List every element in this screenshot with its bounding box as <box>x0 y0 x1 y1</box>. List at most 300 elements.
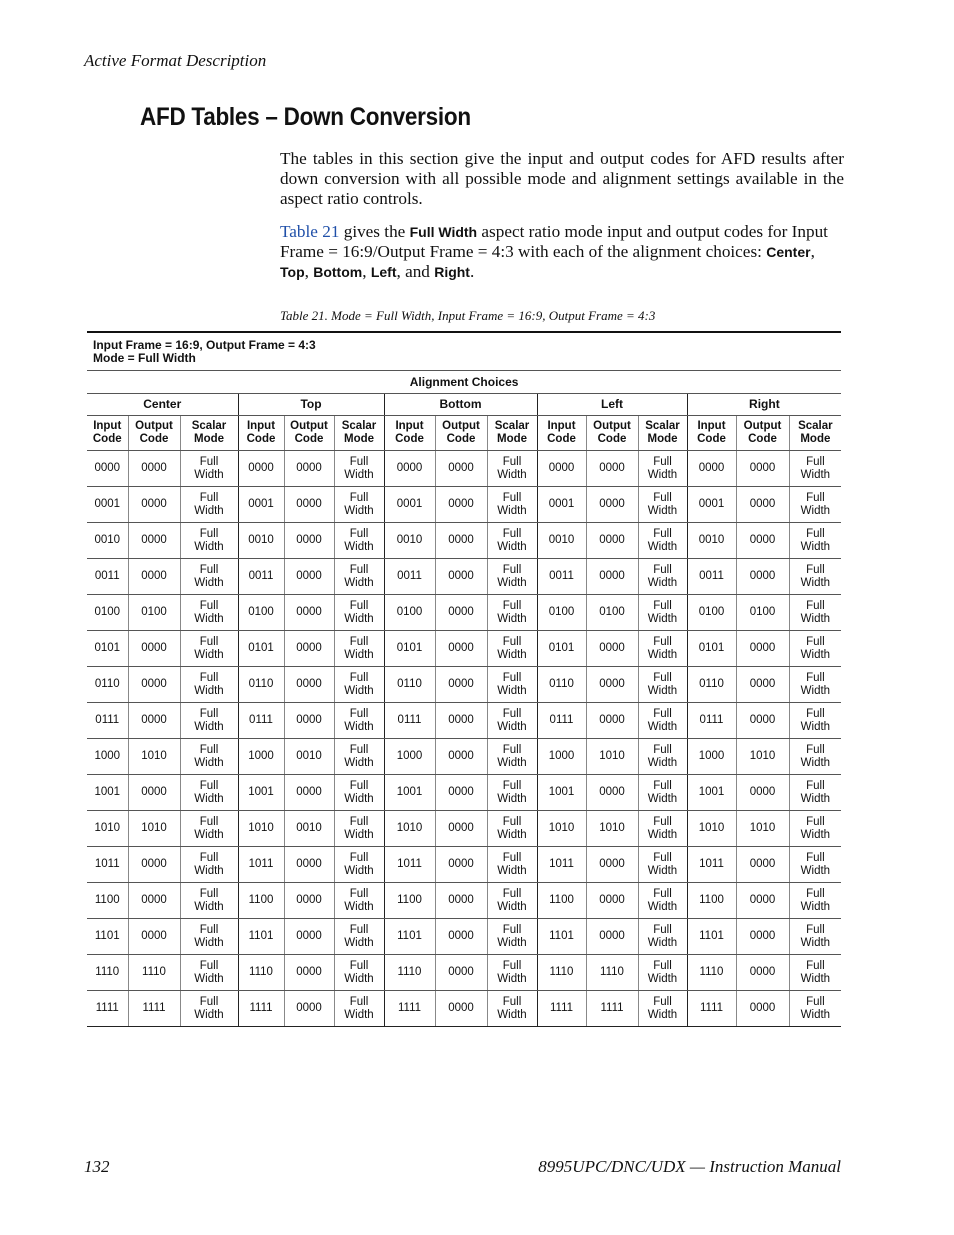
scalar-mode-cell <box>789 487 841 523</box>
input-code-cell: 0000 <box>238 451 284 487</box>
scalar-mode-cell <box>487 703 537 739</box>
scalar-mode-line: Width <box>344 972 374 985</box>
table-row <box>87 703 841 739</box>
table-header-row <box>87 332 841 371</box>
output-code-cell: 0000 <box>128 847 180 883</box>
scalar-mode-line: Full <box>199 671 219 684</box>
output-code-cell: 0000 <box>284 883 334 919</box>
scalar-mode-line: Full <box>502 599 522 612</box>
intro-paragraph: The tables in this section give the input and output codes for AFD results after down conversion with all possible mode and alignment settings available in the aspect ratio controls. <box>280 149 844 208</box>
scalar-mode-line: Full <box>653 563 672 576</box>
scalar-mode-line: Width <box>497 936 527 949</box>
input-code-cell: 0010 <box>537 523 586 559</box>
output-code-cell: 1110 <box>586 955 638 991</box>
scalar-mode-cell <box>638 847 687 883</box>
scalar-mode-line: Full <box>806 707 825 720</box>
scalar-mode-line: Width <box>800 972 831 985</box>
output-code-cell: 0000 <box>284 595 334 631</box>
input-code-cell: 0101 <box>87 631 128 667</box>
afd-conversion-table <box>87 331 841 1027</box>
input-code-cell: 1111 <box>87 991 128 1027</box>
output-code-cell: 0000 <box>736 487 789 523</box>
alignment-keyword-left: Left <box>370 264 397 280</box>
output-code-cell: 1111 <box>586 991 638 1027</box>
input-code-cell: 1101 <box>87 919 128 955</box>
scalar-mode-cell <box>487 667 537 703</box>
output-code-header <box>736 416 789 451</box>
scalar-mode-line: Width <box>344 792 374 805</box>
input-code-cell: 1110 <box>537 955 586 991</box>
header-label-line: Output <box>290 420 328 432</box>
scalar-mode-header <box>789 416 841 451</box>
scalar-mode-line: Full <box>653 743 672 756</box>
input-code-cell: 1001 <box>687 775 736 811</box>
input-code-cell: 0010 <box>384 523 435 559</box>
output-code-cell: 0000 <box>284 631 334 667</box>
input-code-cell: 1001 <box>537 775 586 811</box>
header-label-line: Mode <box>496 433 528 445</box>
alignment-group-left: Left <box>537 394 687 416</box>
input-code-cell: 1011 <box>238 847 284 883</box>
input-code-cell: 0010 <box>238 523 284 559</box>
section-title: AFD Tables – Down Conversion <box>140 103 471 131</box>
scalar-mode-line: Full <box>199 491 219 504</box>
header-label-line: Input <box>395 420 424 432</box>
scalar-mode-line: Full <box>349 743 369 756</box>
scalar-mode-line: Width <box>647 936 678 949</box>
output-code-cell: 0010 <box>284 739 334 775</box>
scalar-mode-line: Width <box>194 684 224 697</box>
scalar-mode-line: Full <box>502 887 522 900</box>
output-code-cell: 0000 <box>435 811 487 847</box>
scalar-mode-line: Width <box>497 756 527 769</box>
input-code-cell: 0110 <box>238 667 284 703</box>
para-text: . <box>469 262 475 281</box>
scalar-mode-line: Full <box>502 563 522 576</box>
output-code-cell: 0000 <box>284 955 334 991</box>
output-code-cell: 0000 <box>736 559 789 595</box>
output-code-cell: 0000 <box>736 775 789 811</box>
scalar-mode-cell <box>789 883 841 919</box>
scalar-mode-line: Full <box>806 563 825 576</box>
scalar-mode-line: Full <box>806 455 825 468</box>
output-code-cell: 0000 <box>128 919 180 955</box>
input-code-cell: 0101 <box>687 631 736 667</box>
header-label-line: Output <box>593 420 631 432</box>
scalar-mode-line: Width <box>344 684 374 697</box>
scalar-mode-line: Full <box>349 527 369 540</box>
scalar-mode-line: Full <box>349 887 369 900</box>
scalar-mode-line: Width <box>497 792 527 805</box>
table-row <box>87 523 841 559</box>
input-code-cell: 1111 <box>687 991 736 1027</box>
input-code-cell: 0111 <box>238 703 284 739</box>
scalar-mode-line: Width <box>647 648 678 661</box>
scalar-mode-cell <box>180 883 238 919</box>
scalar-mode-line: Width <box>344 900 374 913</box>
scalar-mode-cell <box>334 847 384 883</box>
scalar-mode-cell <box>638 559 687 595</box>
scalar-mode-line: Width <box>647 504 678 517</box>
scalar-mode-line: Full <box>806 635 825 648</box>
scalar-mode-cell <box>789 523 841 559</box>
scalar-mode-cell <box>487 739 537 775</box>
output-code-cell: 0000 <box>128 775 180 811</box>
input-code-cell: 1100 <box>384 883 435 919</box>
scalar-mode-line: Full <box>653 527 672 540</box>
scalar-mode-line: Full <box>653 959 672 972</box>
input-code-cell: 1000 <box>687 739 736 775</box>
output-code-cell: 0000 <box>736 919 789 955</box>
scalar-mode-line: Full <box>199 707 219 720</box>
scalar-mode-line: Width <box>647 864 678 877</box>
scalar-mode-cell <box>180 775 238 811</box>
para-text: gives the <box>339 222 410 241</box>
scalar-mode-cell <box>180 487 238 523</box>
input-code-cell: 1000 <box>87 739 128 775</box>
output-code-cell: 0000 <box>284 559 334 595</box>
input-code-cell: 0001 <box>87 487 128 523</box>
scalar-mode-header <box>638 416 687 451</box>
output-code-cell: 0000 <box>128 559 180 595</box>
input-code-cell: 0111 <box>87 703 128 739</box>
scalar-mode-line: Full <box>199 455 219 468</box>
output-code-cell: 0000 <box>736 991 789 1027</box>
output-code-cell: 0000 <box>284 847 334 883</box>
para-text: aspect ratio mode input and output codes for Input Frame = 16:9/Output Frame = 4:3 with each of the alignment choices: <box>280 222 828 261</box>
scalar-mode-line: Width <box>497 684 527 697</box>
scalar-mode-cell <box>487 991 537 1027</box>
input-code-cell: 1000 <box>238 739 284 775</box>
scalar-mode-line: Full <box>806 779 825 792</box>
output-code-cell: 0000 <box>586 451 638 487</box>
input-code-cell: 1101 <box>384 919 435 955</box>
input-code-cell: 1011 <box>87 847 128 883</box>
table-row <box>87 595 841 631</box>
output-code-cell: 1110 <box>128 955 180 991</box>
input-code-cell: 0001 <box>687 487 736 523</box>
output-code-cell: 0000 <box>128 703 180 739</box>
input-code-header <box>87 416 128 451</box>
output-code-cell: 1010 <box>736 811 789 847</box>
scalar-mode-line: Width <box>647 900 678 913</box>
input-code-cell: 1010 <box>687 811 736 847</box>
input-code-cell: 1110 <box>687 955 736 991</box>
table-row <box>87 559 841 595</box>
scalar-mode-cell <box>789 991 841 1027</box>
output-code-cell: 0100 <box>128 595 180 631</box>
input-code-cell: 1111 <box>537 991 586 1027</box>
input-code-cell: 1010 <box>238 811 284 847</box>
header-label-line: Scalar <box>494 420 530 432</box>
output-code-cell: 0010 <box>284 811 334 847</box>
output-code-cell: 0000 <box>586 559 638 595</box>
input-code-cell: 0111 <box>537 703 586 739</box>
table-header-cell <box>87 332 841 371</box>
header-label-line: Mode <box>647 433 678 445</box>
scalar-mode-line: Full <box>653 491 672 504</box>
scalar-mode-line: Full <box>349 815 369 828</box>
output-code-cell: 1010 <box>586 739 638 775</box>
scalar-mode-line: Width <box>194 936 224 949</box>
output-code-cell: 0000 <box>435 955 487 991</box>
output-code-cell: 1010 <box>128 739 180 775</box>
scalar-mode-line: Width <box>344 936 374 949</box>
input-code-cell: 0011 <box>238 559 284 595</box>
scalar-mode-line: Width <box>800 792 831 805</box>
input-code-cell: 1101 <box>687 919 736 955</box>
scalar-mode-line: Full <box>199 923 219 936</box>
input-code-cell: 0100 <box>687 595 736 631</box>
scalar-mode-line: Full <box>653 815 672 828</box>
input-code-cell: 0100 <box>87 595 128 631</box>
scalar-mode-line: Width <box>647 540 678 553</box>
scalar-mode-line: Width <box>497 576 527 589</box>
scalar-mode-line: Full <box>502 671 522 684</box>
output-code-cell: 0000 <box>736 955 789 991</box>
scalar-mode-line: Full <box>349 671 369 684</box>
input-code-cell: 0011 <box>537 559 586 595</box>
table-row <box>87 811 841 847</box>
output-code-cell: 0000 <box>586 883 638 919</box>
header-label-line: Code <box>92 433 122 445</box>
scalar-mode-cell <box>180 451 238 487</box>
output-code-cell: 0000 <box>435 919 487 955</box>
scalar-mode-cell <box>638 919 687 955</box>
input-code-cell: 1111 <box>238 991 284 1027</box>
scalar-mode-cell <box>789 775 841 811</box>
header-label-line: Code <box>294 433 324 445</box>
scalar-mode-cell <box>180 739 238 775</box>
scalar-mode-line: Full <box>653 887 672 900</box>
output-code-cell: 0000 <box>435 631 487 667</box>
output-code-header <box>284 416 334 451</box>
alignment-group-right: Right <box>687 394 841 416</box>
input-code-cell: 0011 <box>384 559 435 595</box>
input-code-cell: 0111 <box>687 703 736 739</box>
scalar-mode-line: Width <box>647 468 678 481</box>
scalar-mode-line: Width <box>800 828 831 841</box>
scalar-mode-line: Width <box>497 900 527 913</box>
scalar-mode-line: Width <box>344 648 374 661</box>
input-code-cell: 1000 <box>537 739 586 775</box>
output-code-cell: 0000 <box>128 487 180 523</box>
alignment-keyword-bottom: Bottom <box>313 264 363 280</box>
scalar-mode-cell <box>487 595 537 631</box>
scalar-mode-line: Full <box>349 599 369 612</box>
scalar-mode-cell <box>638 523 687 559</box>
para-text: , and <box>396 262 435 281</box>
scalar-mode-line: Full <box>653 923 672 936</box>
scalar-mode-cell <box>789 847 841 883</box>
alignment-group-bottom: Bottom <box>384 394 537 416</box>
scalar-mode-line: Width <box>194 900 224 913</box>
scalar-mode-line: Width <box>647 612 678 625</box>
output-code-cell: 0000 <box>128 523 180 559</box>
table-row <box>87 667 841 703</box>
scalar-mode-cell <box>334 595 384 631</box>
scalar-mode-line: Width <box>344 504 374 517</box>
scalar-mode-line: Width <box>800 756 831 769</box>
output-code-cell: 0000 <box>586 847 638 883</box>
header-label-line: Input <box>93 420 122 432</box>
table-row <box>87 739 841 775</box>
scalar-mode-cell <box>638 631 687 667</box>
header-label-line: Code <box>139 433 169 445</box>
scalar-mode-cell <box>789 955 841 991</box>
output-code-cell: 0000 <box>736 883 789 919</box>
input-code-cell: 0000 <box>87 451 128 487</box>
scalar-mode-line: Full <box>653 995 672 1008</box>
input-code-header <box>687 416 736 451</box>
input-code-cell: 0110 <box>687 667 736 703</box>
scalar-mode-line: Full <box>199 779 219 792</box>
scalar-mode-cell <box>789 595 841 631</box>
scalar-mode-line: Width <box>800 900 831 913</box>
output-code-cell: 0000 <box>284 991 334 1027</box>
alignment-keyword-top: Top <box>280 264 305 280</box>
scalar-mode-line: Full <box>653 599 672 612</box>
scalar-mode-cell <box>789 811 841 847</box>
output-code-cell: 1010 <box>586 811 638 847</box>
scalar-mode-line: Width <box>497 612 527 625</box>
scalar-mode-cell <box>487 847 537 883</box>
input-code-cell: 0000 <box>537 451 586 487</box>
scalar-mode-cell <box>334 667 384 703</box>
input-code-cell: 1011 <box>537 847 586 883</box>
output-code-cell: 0000 <box>128 451 180 487</box>
scalar-mode-line: Width <box>800 468 831 481</box>
input-code-cell: 1001 <box>87 775 128 811</box>
table-caption: Table 21. Mode = Full Width, Input Frame = 16:9, Output Frame = 4:3 <box>280 308 656 323</box>
header-label-line: Code <box>697 433 726 445</box>
scalar-mode-line: Full <box>502 455 522 468</box>
scalar-mode-line: Full <box>806 887 825 900</box>
scalar-mode-cell <box>487 775 537 811</box>
scalar-mode-cell <box>487 811 537 847</box>
header-label-line: Mode <box>193 433 225 445</box>
scalar-mode-line: Width <box>800 612 831 625</box>
frame-description: Input Frame = 16:9, Output Frame = 4:3 <box>93 337 316 352</box>
scalar-mode-line: Full <box>806 671 825 684</box>
scalar-mode-line: Full <box>199 995 219 1008</box>
scalar-mode-cell <box>334 883 384 919</box>
alignment-keyword-center: Center <box>766 244 811 260</box>
scalar-mode-line: Width <box>194 648 224 661</box>
input-code-header <box>537 416 586 451</box>
scalar-mode-cell <box>638 811 687 847</box>
table-reference-paragraph <box>280 222 844 282</box>
mode-keyword: Full Width <box>409 224 478 240</box>
scalar-mode-line: Width <box>497 828 527 841</box>
output-code-cell: 0000 <box>435 991 487 1027</box>
scalar-mode-line: Full <box>349 923 369 936</box>
scalar-mode-cell <box>487 559 537 595</box>
scalar-mode-line: Full <box>199 815 219 828</box>
input-code-cell: 1010 <box>384 811 435 847</box>
scalar-mode-line: Width <box>344 576 374 589</box>
scalar-mode-line: Full <box>199 563 219 576</box>
input-code-cell: 1001 <box>238 775 284 811</box>
para-text: , <box>304 262 314 281</box>
column-header-row <box>87 416 841 451</box>
output-code-cell: 0000 <box>435 739 487 775</box>
scalar-mode-line: Width <box>194 720 224 733</box>
scalar-mode-line: Width <box>194 972 224 985</box>
output-code-cell: 0000 <box>284 523 334 559</box>
scalar-mode-line: Full <box>502 995 522 1008</box>
scalar-mode-cell <box>180 523 238 559</box>
scalar-mode-line: Width <box>800 936 831 949</box>
scalar-mode-line: Full <box>653 455 672 468</box>
scalar-mode-line: Full <box>199 599 219 612</box>
input-code-cell: 1110 <box>384 955 435 991</box>
scalar-mode-cell <box>334 775 384 811</box>
scalar-mode-header <box>180 416 238 451</box>
output-code-cell: 0000 <box>435 523 487 559</box>
para-text: , <box>362 262 371 281</box>
output-code-cell: 0000 <box>284 451 334 487</box>
scalar-mode-cell <box>180 847 238 883</box>
scalar-mode-cell <box>487 955 537 991</box>
input-code-cell: 0100 <box>238 595 284 631</box>
scalar-mode-cell <box>334 559 384 595</box>
header-label-line: Scalar <box>798 420 833 432</box>
scalar-mode-cell <box>334 631 384 667</box>
output-code-cell: 0000 <box>586 919 638 955</box>
input-code-cell: 0101 <box>384 631 435 667</box>
scalar-mode-line: Full <box>502 923 522 936</box>
output-code-cell: 0000 <box>284 919 334 955</box>
scalar-mode-line: Full <box>349 563 369 576</box>
output-code-cell: 1010 <box>736 739 789 775</box>
scalar-mode-line: Full <box>653 671 672 684</box>
scalar-mode-line: Full <box>806 959 825 972</box>
table-row <box>87 451 841 487</box>
input-code-cell: 0000 <box>687 451 736 487</box>
scalar-mode-line: Full <box>199 959 219 972</box>
scalar-mode-cell <box>180 703 238 739</box>
input-code-cell: 0010 <box>687 523 736 559</box>
table-21-link[interactable]: Table 21 <box>280 222 340 241</box>
header-label-line: Input <box>547 420 576 432</box>
input-code-cell: 1100 <box>687 883 736 919</box>
output-code-cell: 0000 <box>736 451 789 487</box>
scalar-mode-line: Full <box>199 743 219 756</box>
scalar-mode-line: Full <box>806 995 825 1008</box>
scalar-mode-cell <box>334 703 384 739</box>
scalar-mode-line: Width <box>647 972 678 985</box>
scalar-mode-cell <box>180 595 238 631</box>
scalar-mode-line: Full <box>502 491 522 504</box>
input-code-cell: 1010 <box>87 811 128 847</box>
output-code-cell: 0000 <box>435 703 487 739</box>
scalar-mode-line: Full <box>806 527 825 540</box>
scalar-mode-line: Width <box>194 828 224 841</box>
scalar-mode-line: Full <box>653 779 672 792</box>
header-label-line: Mode <box>343 433 375 445</box>
scalar-mode-line: Width <box>194 792 224 805</box>
output-code-cell: 0100 <box>586 595 638 631</box>
header-label-line: Mode <box>800 433 831 445</box>
scalar-mode-cell <box>487 631 537 667</box>
scalar-mode-cell <box>638 775 687 811</box>
scalar-mode-cell <box>334 523 384 559</box>
header-label-line: Code <box>547 433 576 445</box>
scalar-mode-line: Width <box>497 864 527 877</box>
output-code-cell: 0000 <box>128 667 180 703</box>
scalar-mode-cell <box>487 523 537 559</box>
